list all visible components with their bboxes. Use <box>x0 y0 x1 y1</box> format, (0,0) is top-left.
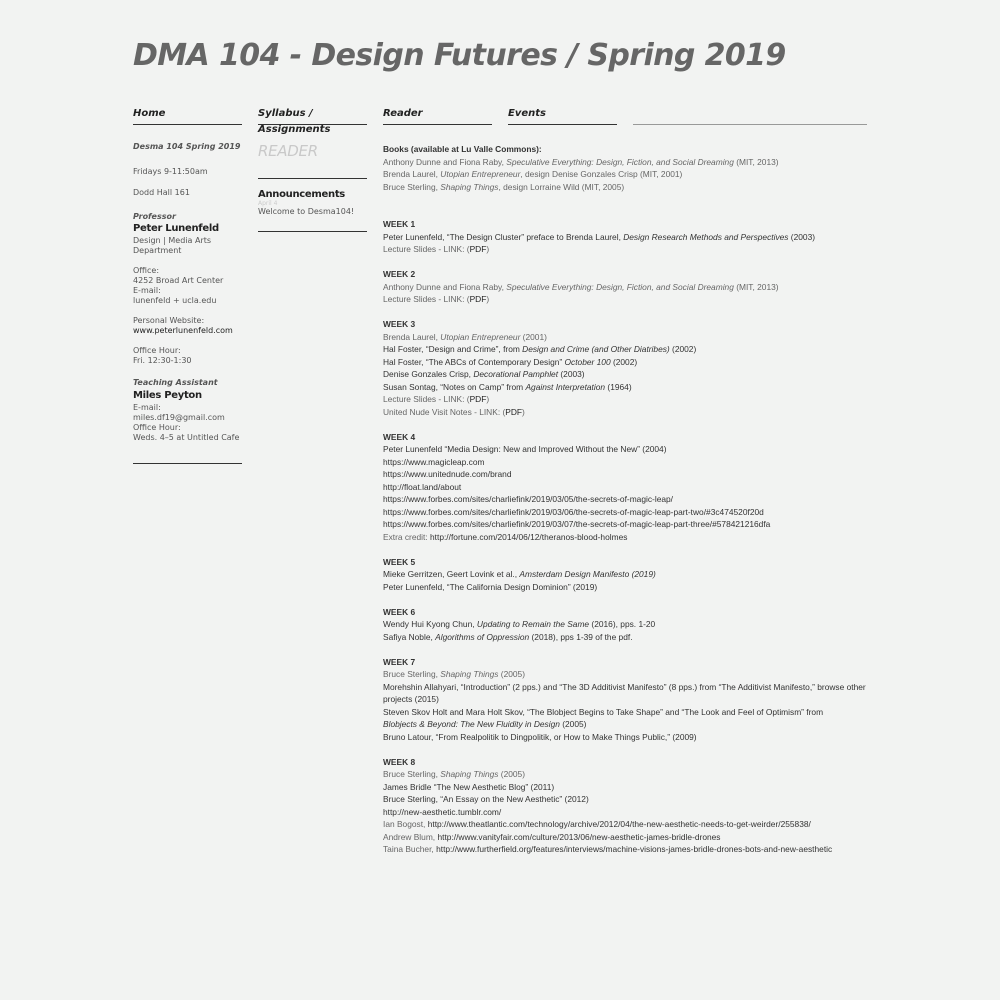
week-2-label: WEEK 2 <box>383 269 416 279</box>
nav-syllabus[interactable]: Syllabus / Assignments <box>258 106 367 125</box>
week-3-label: WEEK 3 <box>383 319 416 329</box>
website-label: Personal Website: <box>133 316 205 325</box>
web-link[interactable]: http://www.theatlantic.com/technology/archive/2012/04/the-new-aesthetic-needs-to-get-weirder/255838/ <box>427 819 811 829</box>
pdf-link[interactable]: PDF <box>469 394 487 404</box>
book-item: Bruce Sterling, Shaping Things, design Lorraine Wild (MIT, 2005) <box>383 181 625 192</box>
announcements-heading: Announcements <box>258 189 345 200</box>
email-value: lunenfeld + ucla.edu <box>133 296 217 305</box>
week-5-label: WEEK 5 <box>383 556 416 567</box>
extra-credit-link[interactable]: http://fortune.com/2014/06/12/theranos-blood-holmes <box>430 531 628 542</box>
ta-email-label: E-mail: <box>133 403 161 412</box>
reading-item: Bruce Sterling, “An Essay on the New Aesthetic” (2012) <box>383 794 589 804</box>
book-item: Anthony Dunne and Fiona Raby, Speculative Everything: Design, Fiction, and Social Dreaming (MIT, 2013) <box>383 156 779 167</box>
reading-item: Bruce Sterling, Shaping Things (2005) <box>383 769 526 779</box>
reading-item: Denise Gonzales Crisp, Decorational Pamphlet (2003) <box>383 369 585 379</box>
professor-dept-line2: Department <box>133 246 182 255</box>
course-room: Dodd Hall 161 <box>133 188 190 197</box>
reading-item: Morehshin Allahyari, “Introduction” (2 pps.) and “The 3D Additivist Manifesto” (8 pps.) from “The Additivist Manifesto,” browse other projects (2015) <box>383 681 866 704</box>
web-link[interactable]: https://www.forbes.com/sites/charliefink/2019/03/06/the-secrets-of-magic-leap-part-two/#3c474520f20d <box>383 506 764 517</box>
book-item: Brenda Laurel, Utopian Entrepreneur, design Denise Gonzales Crisp (MIT, 2001) <box>383 169 683 179</box>
main-nav <box>0 106 1000 135</box>
professor-name: Peter Lunenfeld <box>133 223 219 234</box>
reader-sidebar <box>258 142 367 232</box>
website-link[interactable]: www.peterlunenfeld.com <box>133 326 233 335</box>
reading-item: James Bridle “The New Aesthetic Blog” (2011) <box>383 781 555 792</box>
reading-item: Mieke Gerritzen, Geert Lovink et al., Amsterdam Design Manifesto (2019) <box>383 569 656 579</box>
ta-email-value: miles.df19@gmail.com <box>133 413 225 422</box>
office-value: 4252 Broad Art Center <box>133 276 224 285</box>
reading-item: Peter Lunenfeld, “The Design Cluster” preface to Brenda Laurel, Design Research Methods and Perspectives (2003) <box>383 231 816 242</box>
lecture-slides: Lecture Slides - LINK: (PDF) <box>383 294 490 304</box>
reading-list: Books (available at Lu Valle Commons): Anthony Dunne and Fiona Raby, Speculative Everything: Design, Fiction, and Social Dreaming (MIT, 2013) Brenda Laurel, Utopian Entrepreneur, design Denise Gonzales Crisp (MIT, 2001) Bruce Sterling, Shaping Things, design Lorraine Wild (MIT, 2005) WEEK 1 Peter Lunenfeld, “The Design Cluster” preface to Brenda Laurel, Design Research Methods and Perspectives (2003) Lecture Slides - LINK: (PDF) WEEK 2 Anthony Dunne and Fiona Raby, Speculative Everything: Design, Fiction, and Social Dreaming (MIT, 2013) Lecture Slides - LINK: (PDF) WEEK 3 Brenda Laurel, Utopian Entrepreneur (2001) Hal Foster, “Design and Crime”, from Design and Crime (and Other Diatribes) (2002) Hal Foster, “The ABCs of Contemporary Design” October 100 (2002) Denise Gonzales Crisp, Decorational Pamphlet (2003) Susan Sontag, “Notes on Camp” from Against Interpretation (1964) Lecture Slides - LINK: (PDF) United Nude Visit Notes - LINK: (PDF) WEEK 4 Peter Lunenfeld “Media Design: New and Improved Without the New” (2004) https://www.magicleap.com https://www.unitednude.com/brand http://float.land/about https://www.forbes.com/sites/charliefink/2019/03/05/the-secrets-of-magic-leap/ https://www.forbes.com/sites/charliefink/2019/03/06/the-secrets-of-magic-leap-part-two/#3c474520f20d https://www.forbes.com/sites/charliefink/2019/03/07/the-secrets-of-magic-leap-part-three/#578421216dfa Extra credit: http://fortune.com/2014/06/12/theranos-blood-holmes WEEK 5 Mieke Gerritzen, Geert Lovink et al., Amsterdam Design Manifesto (2019) Peter Lunenfeld, “The California Design Dominion” (2019) WEEK 6 Wendy Hui Kyong Chun, Updating to Remain the Same (2016), pps. 1-20 Safiya Noble, Algorithms of Oppression (2018), pps 1-39 of the pdf. WEEK 7 Bruce Sterling, Shaping Things (2005) Morehshin Allahyari, “Introduction” (2 pps.) and “The 3D Additivist Manifesto” (8 pps.) from “The Additivist Manifesto,” browse other projects (2015) Steven Skov Holt and Mara Holt Skov, “The Blobject Begins to Take Shape” and “The Look and Feel of Optimism” from Blobjects & Beyond: The New Fluidity in Design (2005) Bruno Latour, “From Realpolitik to Dingpolitik, or How to Make Things Public,” (2009) WEEK 8 Bruce Sterling, Shaping Things (2005) James Bridle “The New Aesthetic Blog” (2011) Bruce Sterling, “An Essay on the New Aesthetic” (2012) http://new-aesthetic.tumblr.com/ Ian Bogost, http://www.theatlantic.com/technology/archive/2012/04/the-new-aesthetic-needs-to-get-weirder/255838/ Andrew Blum, http://www.vanityfair.com/culture/2013/06/new-aesthetic-james-bridle-drones Taina Bucher, http://www.furtherfield.org/features/interviews/machine-visions-james-bridle-drones-bots-and-new-aesthetic <box>383 143 868 856</box>
web-link[interactable]: https://www.forbes.com/sites/charliefink/2019/03/07/the-secrets-of-magic-leap-part-three/#578421216dfa <box>383 519 771 529</box>
week-8-label: WEEK 8 <box>383 756 416 767</box>
visit-notes: United Nude Visit Notes - LINK: (PDF) <box>383 406 525 417</box>
web-link[interactable]: https://www.forbes.com/sites/charliefink/2019/03/05/the-secrets-of-magic-leap/ <box>383 494 673 504</box>
office-hour-value: Fri. 12:30-1:30 <box>133 356 192 365</box>
reading-item: Peter Lunenfeld “Media Design: New and Improved Without the New” (2004) <box>383 444 667 454</box>
reading-item: Anthony Dunne and Fiona Raby, Speculative Everything: Design, Fiction, and Social Dreaming (MIT, 2013) <box>383 281 779 292</box>
nav-divider <box>633 124 867 125</box>
week-6-label: WEEK 6 <box>383 606 416 617</box>
sidebar-divider-bottom <box>258 231 367 232</box>
ta-name: Miles Peyton <box>133 390 202 401</box>
nav-home[interactable]: Home <box>133 106 242 125</box>
web-link[interactable]: https://www.unitednude.com/brand <box>383 469 512 479</box>
ta-label: Teaching Assistant <box>133 378 218 387</box>
books-heading: Books (available at Lu Valle Commons): <box>383 144 542 154</box>
reading-item: Susan Sontag, “Notes on Camp” from Against Interpretation (1964) <box>383 381 632 392</box>
reading-item: Wendy Hui Kyong Chun, Updating to Remain the Same (2016), pps. 1-20 <box>383 619 656 629</box>
web-link[interactable]: http://float.land/about <box>383 481 462 492</box>
reading-item: Bruno Latour, “From Realpolitik to Dingpolitik, or How to Make Things Public,” (2009) <box>383 731 697 742</box>
office-hour-label: Office Hour: <box>133 346 181 355</box>
course-info <box>133 142 242 464</box>
announcement-date: April 4 <box>258 200 278 207</box>
reading-item: Peter Lunenfeld, “The California Design Dominion” (2019) <box>383 581 598 592</box>
reader-heading: READER <box>258 142 318 160</box>
nav-events[interactable]: Events <box>508 106 617 125</box>
nav-reader[interactable]: Reader <box>383 106 492 125</box>
ta-hour-label: Office Hour: <box>133 423 181 432</box>
reading-item: Hal Foster, “The ABCs of Contemporary Design” October 100 (2002) <box>383 356 638 367</box>
lecture-slides: Lecture Slides - LINK: (PDF) <box>383 244 490 254</box>
professor-label: Professor <box>133 212 176 221</box>
web-link[interactable]: http://www.furtherfield.org/features/interviews/machine-visions-james-bridle-drones-bots-and-new-aesthetic <box>436 844 833 854</box>
ta-hour-value: Weds. 4–5 at Untitled Cafe <box>133 433 240 442</box>
web-link[interactable]: https://www.magicleap.com <box>383 456 485 467</box>
office-label: Office: <box>133 266 160 275</box>
reading-item: Hal Foster, “Design and Crime”, from Design and Crime (and Other Diatribes) (2002) <box>383 344 697 354</box>
pdf-link[interactable]: PDF <box>505 406 523 417</box>
reading-item: Safiya Noble, Algorithms of Oppression (2018), pps 1-39 of the pdf. <box>383 631 633 642</box>
site-title: DMA 104 - Design Futures / Spring 2019 <box>133 38 786 73</box>
reading-item: Steven Skov Holt and Mara Holt Skov, “The Blobject Begins to Take Shape” and “The Look and Feel of Optimism” from Blobjects & Beyond: The New Fluidity in Design (2005) <box>383 706 824 729</box>
week-7-label: WEEK 7 <box>383 656 416 667</box>
course-name: Desma 104 Spring 2019 <box>133 142 241 151</box>
pdf-link[interactable]: PDF <box>469 244 487 254</box>
professor-dept: Design | Media Arts <box>133 236 212 245</box>
lecture-slides: Lecture Slides - LINK: (PDF) <box>383 394 490 404</box>
course-time: Fridays 9-11:50am <box>133 167 208 176</box>
pdf-link[interactable]: PDF <box>469 294 487 304</box>
web-link[interactable]: http://www.vanityfair.com/culture/2013/06/new-aesthetic-james-bridle-drones <box>437 831 721 842</box>
reading-item: Brenda Laurel, Utopian Entrepreneur (2001) <box>383 331 547 342</box>
info-divider <box>133 463 242 464</box>
email-label: E-mail: <box>133 286 161 295</box>
week-1-label: WEEK 1 <box>383 219 416 229</box>
week-4-label: WEEK 4 <box>383 431 416 442</box>
web-link[interactable]: http://new-aesthetic.tumblr.com/ <box>383 806 502 817</box>
announcement-text: Welcome to Desma104! <box>258 207 355 216</box>
reading-item: Bruce Sterling, Shaping Things (2005) <box>383 669 526 679</box>
